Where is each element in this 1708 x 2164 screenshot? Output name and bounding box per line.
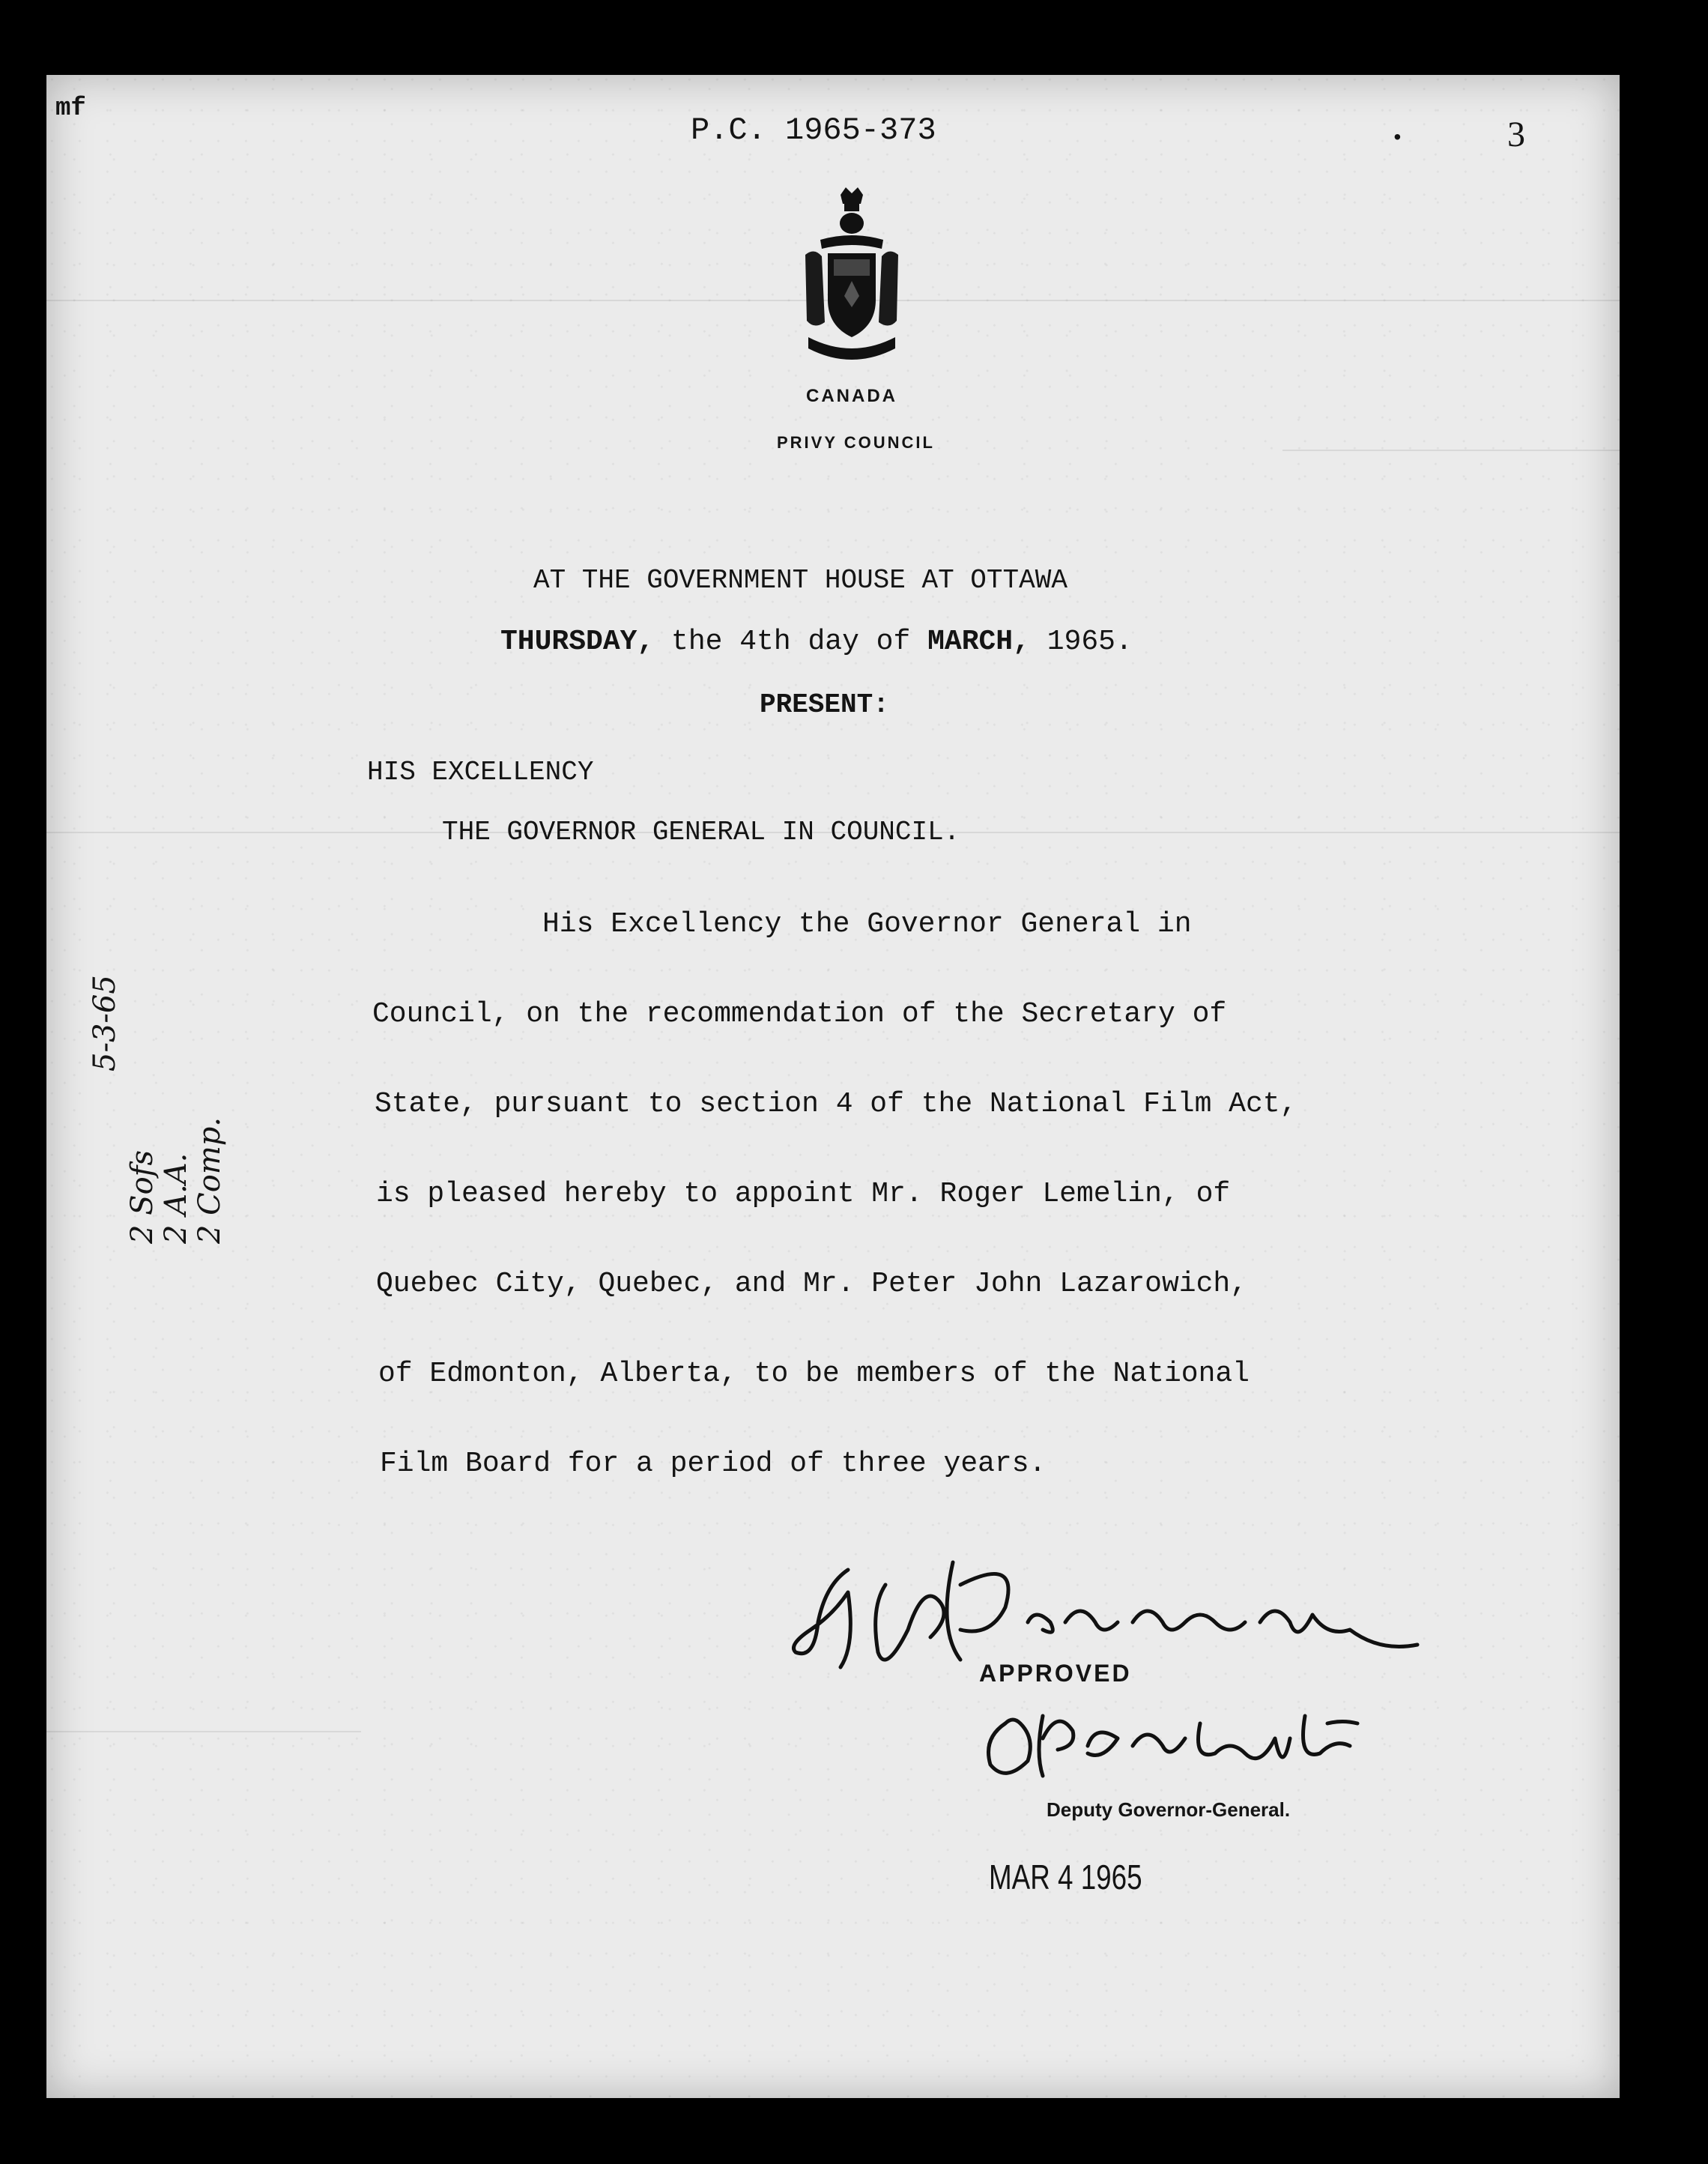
date-month: MARCH, — [927, 626, 1030, 658]
date-day: THURSDAY, — [500, 626, 655, 658]
body-line: State, pursuant to section 4 of the National Film Act, — [375, 1088, 1297, 1120]
coat-of-arms-icon — [799, 187, 904, 375]
speck-mark: • — [1391, 127, 1404, 151]
meeting-place: AT THE GOVERNMENT HOUSE AT OTTAWA — [533, 565, 1068, 596]
body-line: is pleased hereby to appoint Mr. Roger Lemelin, of — [376, 1178, 1231, 1210]
present-heading: PRESENT: — [760, 689, 889, 720]
date-mid: the 4th day of — [654, 626, 928, 658]
crest-caption-privy-council: PRIVY COUNCIL — [777, 433, 935, 452]
governor-general-in-council: THE GOVERNOR GENERAL IN COUNCIL. — [442, 817, 960, 847]
his-excellency: HIS EXCELLENCY — [367, 757, 594, 788]
order-number: P.C. 1965-373 — [691, 112, 936, 148]
document-page — [46, 75, 1620, 2098]
page-number: 3 — [1507, 115, 1525, 154]
body-line: of Edmonton, Alberta, to be members of the National — [378, 1358, 1250, 1390]
deputy-governor-general-label: Deputy Governor-General. — [1047, 1798, 1291, 1821]
margin-note: 2 A.A. — [159, 1152, 193, 1244]
margin-note: 2 Comp. — [193, 1116, 227, 1244]
date-stamp: MAR 4 1965 — [989, 1858, 1142, 1896]
body-line: Film Board for a period of three years. — [380, 1448, 1047, 1480]
body-line: Quebec City, Quebec, and Mr. Peter John Lazarowich, — [376, 1268, 1247, 1300]
deputy-governor-signature-icon — [975, 1693, 1380, 1791]
margin-note: 2 Sofs — [125, 1150, 160, 1244]
corner-mark: mf — [55, 94, 86, 123]
body-line: Council, on the recommendation of the Secretary of — [372, 998, 1227, 1030]
body-line: His Excellency the Governor General in — [542, 908, 1192, 940]
crest-caption-canada: CANADA — [806, 386, 897, 406]
date-year: 1965. — [1029, 626, 1133, 658]
approved-label: APPROVED — [979, 1660, 1132, 1687]
meeting-date — [500, 626, 1133, 658]
margin-note-date: 5-3-65 — [88, 975, 122, 1072]
